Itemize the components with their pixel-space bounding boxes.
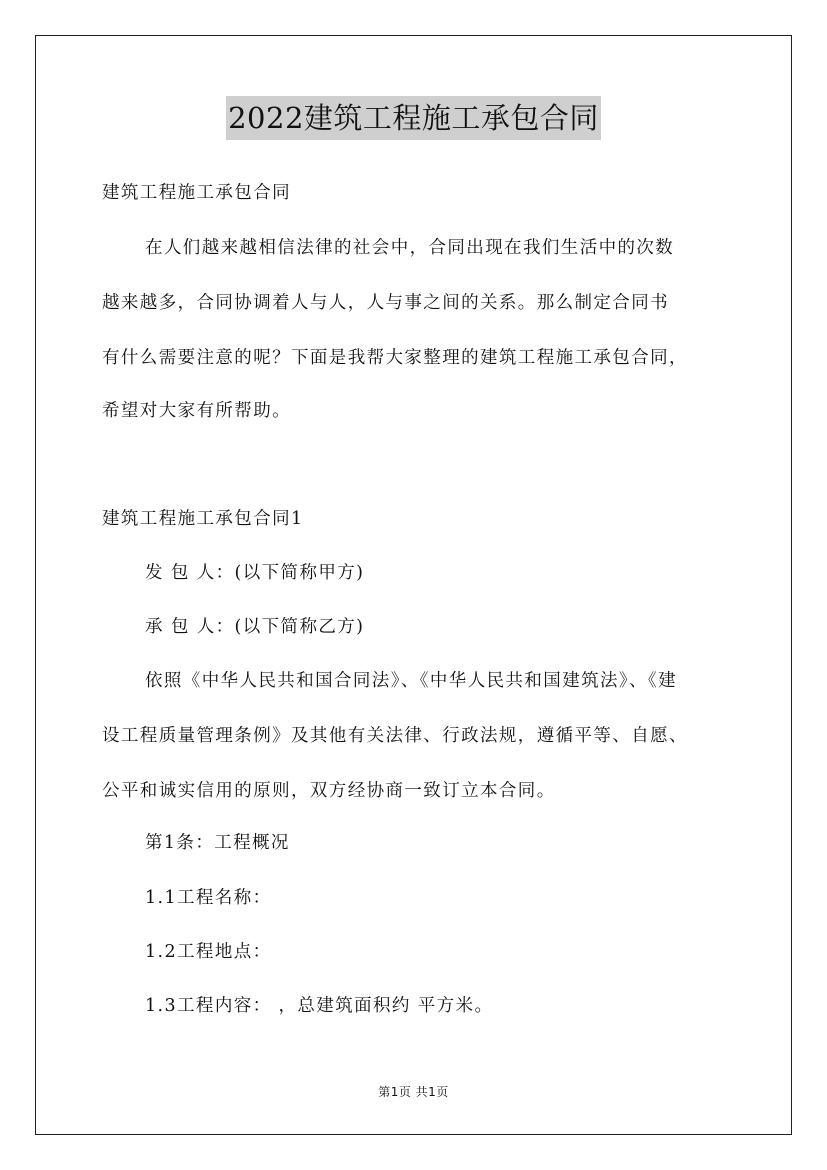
page-footer: 第1页 共1页 bbox=[378, 1085, 449, 1099]
title-container bbox=[0, 96, 827, 140]
item-1-2: 1.2工程地点： bbox=[145, 942, 272, 962]
document-subtitle: 建筑工程施工承包合同 bbox=[102, 183, 291, 203]
basis-line-1: 依照《中华人民共和国合同法》、《中华人民共和国建筑法》、《建 bbox=[145, 671, 677, 691]
article-1-heading: 第1条：工程概况 bbox=[145, 833, 290, 853]
basis-line-3: 公平和诚实信用的原则，双方经协商一致订立本合同。 bbox=[102, 781, 556, 801]
party-a-line: 发 包 人：(以下简称甲方) bbox=[145, 563, 365, 583]
party-b-line: 承 包 人：(以下简称乙方) bbox=[145, 617, 365, 637]
intro-line-3: 有什么需要注意的呢？下面是我帮大家整理的建筑工程施工承包合同， bbox=[102, 348, 688, 368]
intro-line-2: 越来越多，合同协调着人与人，人与事之间的关系。那么制定合同书 bbox=[102, 293, 669, 313]
item-1-1: 1.1工程名称： bbox=[145, 888, 272, 908]
section-heading: 建筑工程施工承包合同1 bbox=[102, 509, 304, 529]
intro-line-1: 在人们越来越相信法律的社会中，合同出现在我们生活中的次数 bbox=[145, 238, 675, 258]
intro-line-4: 希望对大家有所帮助。 bbox=[102, 401, 291, 421]
basis-line-2: 设工程质量管理条例》及其他有关法律、行政法规，遵循平等、自愿、 bbox=[102, 726, 688, 746]
document-title: 2022建筑工程施工承包合同 bbox=[226, 96, 601, 140]
item-1-3: 1.3工程内容： ，总建筑面积约 平方米。 bbox=[145, 996, 494, 1016]
